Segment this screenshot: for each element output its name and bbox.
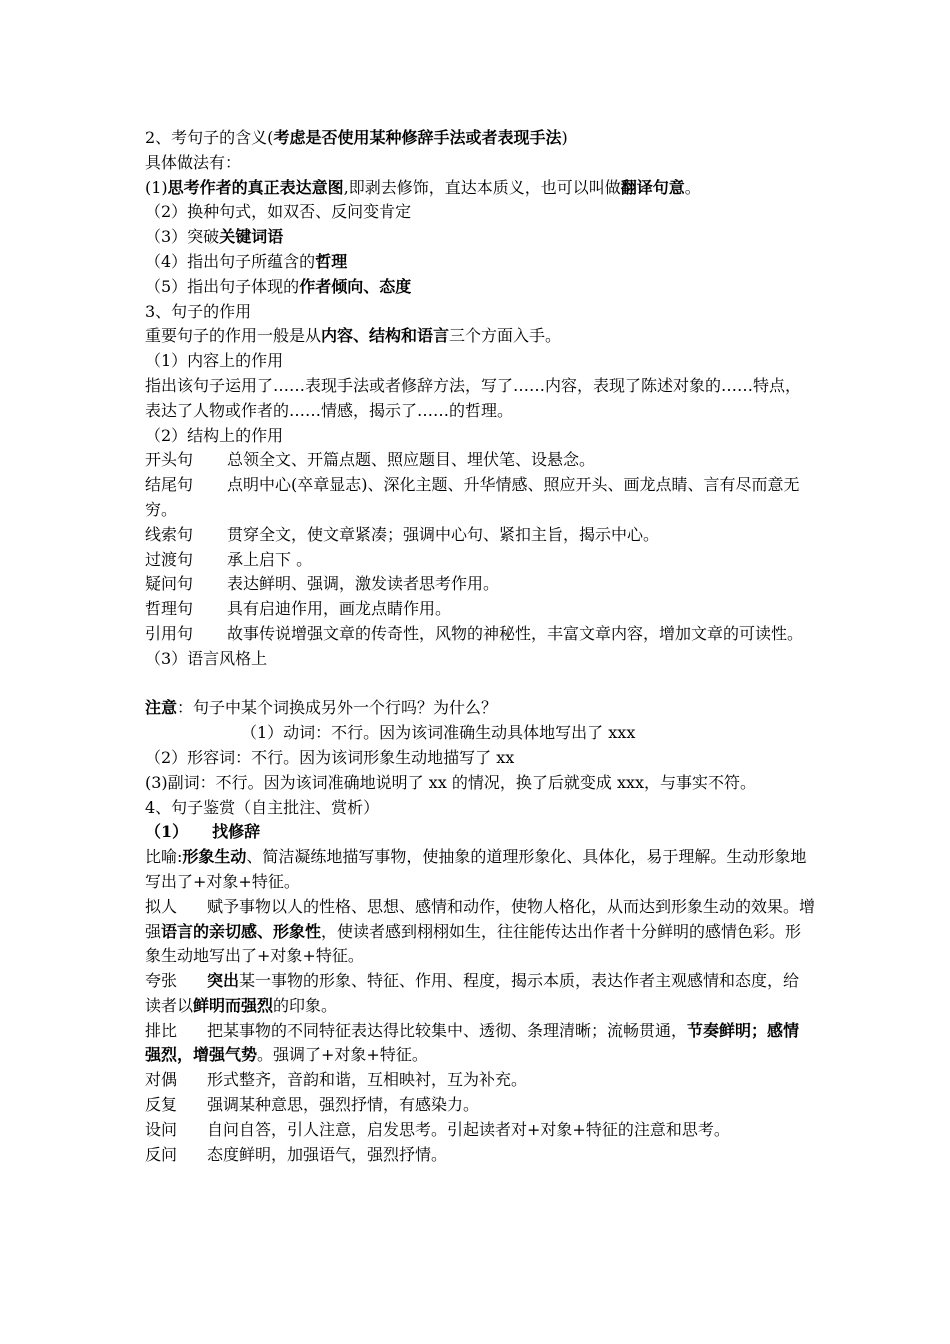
term-row: 结尾句 点明中心(卒章显志)、深化主题、升华情感、照应开头、画龙点睛、言有尽而意无穷。 xyxy=(145,475,800,519)
term-row: 哲理句 具有启迪作用，画龙点睛作用。 xyxy=(145,599,452,619)
repetition-item: 反复 强调某种意思，强烈抒情，有感染力。 xyxy=(145,1095,480,1115)
term-row: 引用句 故事传说增强文章的传奇性，风物的神秘性，丰富文章内容，增加文章的可读性。 xyxy=(145,623,804,643)
note-question: 注意：句子中某个词换成另外一个行吗？为什么？ xyxy=(145,698,498,718)
method-3: （3）突破关键词语 xyxy=(145,227,284,247)
section2-heading: 2、考句子的含义(考虑是否使用某种修辞手法或者表现手法) xyxy=(145,128,568,147)
term-row: 线索句 贯穿全文，使文章紧凑；强调中心句、紧扣主旨，揭示中心。 xyxy=(145,524,660,544)
note-verb: （1）动词：不行。因为该词准确生动具体地写出了 xxx xyxy=(241,723,636,743)
section3-sub3: （3）语言风格上 xyxy=(145,648,268,668)
section3-sub2: （2）结构上的作用 xyxy=(145,425,284,445)
section4-heading: 4、句子鉴赏（自主批注、赏析） xyxy=(145,797,380,817)
term-row: 疑问句 表达鲜明、强调，激发读者思考作用。 xyxy=(145,574,500,594)
metaphor-item: 比喻:形象生动、简洁凝练地描写事物，使抽象的道理形象化、具体化，易于理解。生动形象地写出了+对象+特征。 xyxy=(145,847,807,891)
content-function-text: 指出该句子运用了……表现手法或者修辞方法，写了……内容，表现了陈述对象的……特点，表达了人物或作者的……情感，揭示了……的哲理。 xyxy=(145,375,802,420)
hyperbole-item: 夸张 突出某一事物的形象、特征、作用、程度，揭示本质，表达作者主观感情和态度，给读者以鲜明而强烈的印象。 xyxy=(145,971,800,1015)
section3-sub1: （1）内容上的作用 xyxy=(145,351,284,371)
antithesis-item: 对偶 形式整齐，音韵和谐，互相映衬，互为补充。 xyxy=(145,1070,528,1090)
term-row: 开头句 总领全文、开篇点题、照应题目、埋伏笔、设悬念。 xyxy=(145,450,596,470)
method-4: （4）指出句子所蕴含的哲理 xyxy=(145,251,348,271)
document-page xyxy=(145,126,815,1167)
method-intro: 具体做法有： xyxy=(145,152,242,172)
parallelism-item: 排比 把某事物的不同特征表达得比较集中、透彻、条理清晰；流畅贯通，节奏鲜明；感情强烈，增强气势。强调了+对象+特征。 xyxy=(145,1020,800,1065)
self-question-item: 设问 自问自答，引人注意，启发思考。引起读者对+对象+特征的注意和思考。 xyxy=(145,1119,730,1139)
section4-sub1: （1） 找修辞 xyxy=(145,822,261,842)
method-1: (1)思考作者的真正表达意图,即剥去修饰，直达本质义，也可以叫做翻译句意。 xyxy=(145,177,701,197)
note-adverb: (3)副词：不行。因为该词准确地说明了 xx 的情况，换了后就变成 xxx，与事实不符。 xyxy=(145,772,757,792)
blank-line xyxy=(145,672,815,697)
section3-intro: 重要句子的作用一般是从内容、结构和语言三个方面入手。 xyxy=(145,326,562,346)
section3-heading: 3、句子的作用 xyxy=(145,301,252,321)
method-5: （5）指出句子体现的作者倾向、态度 xyxy=(145,276,412,296)
term-row: 过渡句 承上启下 。 xyxy=(145,549,313,569)
rhetorical-question-item: 反问 态度鲜明，加强语气，强烈抒情。 xyxy=(145,1144,448,1164)
method-2: （2）换种句式，如双否、反问变肯定 xyxy=(145,202,412,222)
note-adjective: （2）形容词：不行。因为该词形象生动地描写了 xx xyxy=(145,747,515,767)
personification-item: 拟人 赋予事物以人的性格、思想、感情和动作，使物人格化，从而达到形象生动的效果。增强语言的亲切感、形象性，使读者感到栩栩如生，往往能传达出作者十分鲜明的感情色彩。形象生动地写出了+对象+特征。 xyxy=(145,896,816,966)
